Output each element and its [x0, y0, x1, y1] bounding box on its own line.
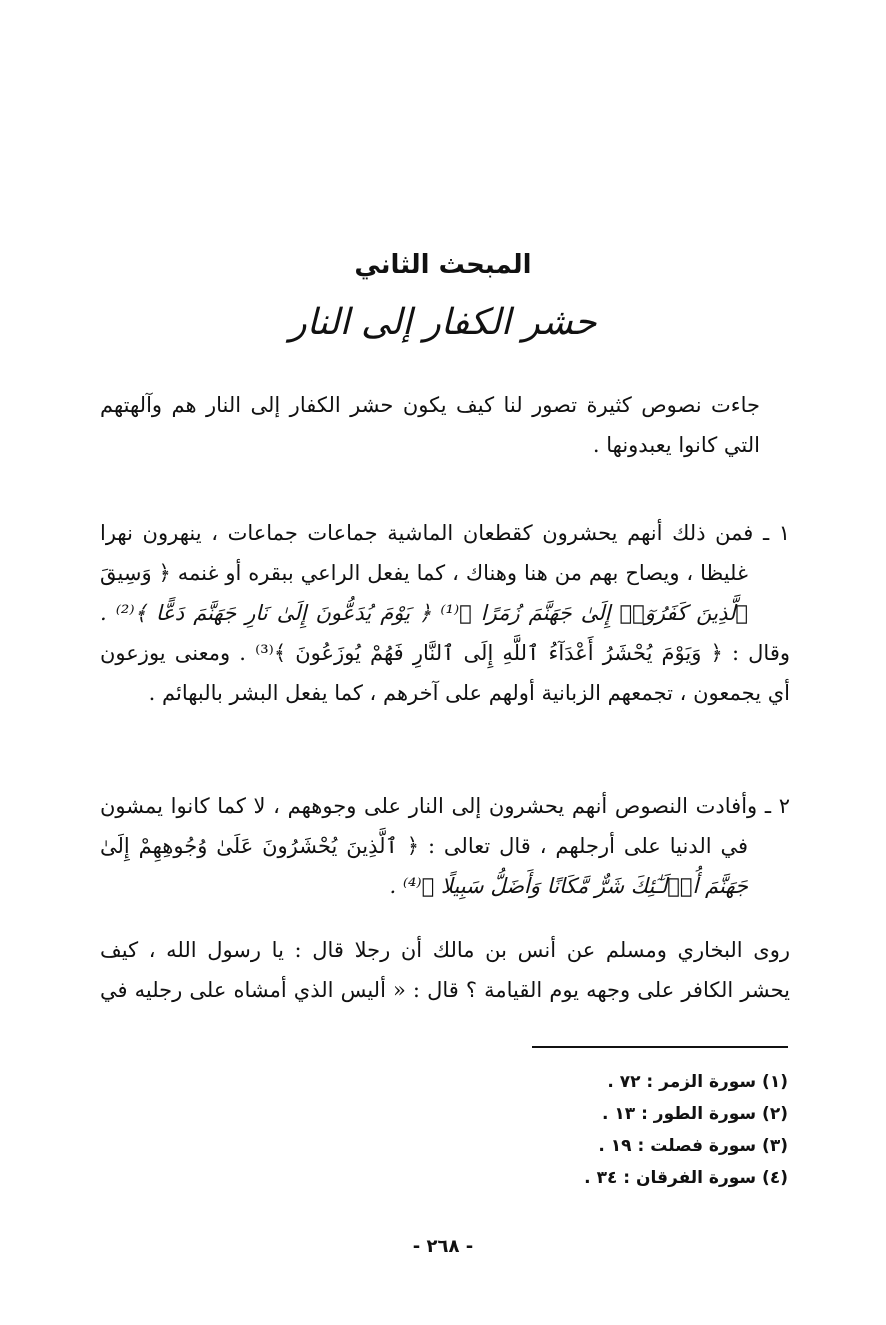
- item-number: ١ ـ: [762, 521, 791, 545]
- section-subtitle: حشر الكفار إلى النار: [289, 302, 597, 343]
- numbered-item-1: [100, 513, 790, 713]
- item-line: [100, 786, 790, 826]
- footnotes: [430, 1066, 788, 1194]
- footnote: (١) سورة الزمر : ٧٢ .: [607, 1072, 788, 1092]
- footnote: (٤) سورة الفرقان : ٣٤ .: [584, 1168, 788, 1188]
- item-number: ٢ ـ: [764, 794, 791, 818]
- footnote: (٣) سورة فصلت : ١٩ .: [598, 1136, 788, 1156]
- item-line: وقال : ﴿ وَيَوْمَ يُحْشَرُ أَعْدَآءُ ٱللَّهِ إِلَى ٱلنَّارِ فَهُمْ يُوزَعُونَ ﴾⁽³⁾ . ومعنى يوزعون: [100, 641, 790, 665]
- item-line: [100, 513, 790, 553]
- item-line: أي يجمعون ، تجمعهم الزبانية أولهم على آخرهم ، كما يفعل البشر بالبهائم .: [148, 681, 790, 705]
- intro-line: التي كانوا يعبدونها .: [592, 433, 760, 457]
- item-line: غليظا ، ويصاح بهم من هنا وهناك ، كما يفعل الراعي ببقره أو غنمه ﴿ وَسِيقَ: [100, 561, 748, 585]
- footnote: (٢) سورة الطور : ١٣ .: [602, 1104, 788, 1124]
- quran-verse-line: ٱلَّذِينَ كَفَرُوٓا۟ إِلَىٰ جَهَنَّمَ زُمَرًا ﴾⁽¹⁾ ﴿ يَوْمَ يُدَعُّونَ إِلَىٰ نَارِ جَهَنَّمَ دَعًّا ﴾⁽²⁾ .: [100, 601, 748, 625]
- intro-paragraph: [100, 385, 790, 465]
- quran-verse-line: جَهَنَّمَ أُو۟لَـٰٓئِكَ شَرٌّ مَّكَانًا وَأَضَلُّ سَبِيلًا ﴾⁽⁴⁾ .: [389, 874, 748, 898]
- numbered-item-2: [100, 786, 790, 906]
- intro-line: جاءت نصوص كثيرة تصور لنا كيف يكون حشر الكفار إلى النار هم وآلهتهم: [100, 393, 760, 417]
- item-line-text: فمن ذلك أنهم يحشرون كقطعان الماشية جماعات جماعات ، ينهرون نهرا: [100, 521, 754, 545]
- section-title: المبحث الثاني: [354, 250, 532, 280]
- page-number: - ٢٦٨ -: [412, 1236, 474, 1257]
- hadith-line: يحشر الكافر على وجهه يوم القيامة ؟ قال : « أليس الذي أمشاه على رجليه في: [100, 978, 790, 1002]
- hadith-line: روى البخاري ومسلم عن أنس بن مالك أن رجلا قال : يا رسول الله ، كيف: [100, 938, 790, 962]
- item-line: في الدنيا على أرجلهم ، قال تعالى : ﴿ ٱلَّذِينَ يُحْشَرُونَ عَلَىٰ وُجُوهِهِمْ إِلَىٰ: [100, 834, 748, 858]
- footnote-divider: [532, 1046, 788, 1048]
- hadith-paragraph: [100, 930, 790, 1010]
- item-line-text: وأفادت النصوص أنهم يحشرون إلى النار على وجوههم ، لا كما كانوا يمشون: [100, 794, 758, 818]
